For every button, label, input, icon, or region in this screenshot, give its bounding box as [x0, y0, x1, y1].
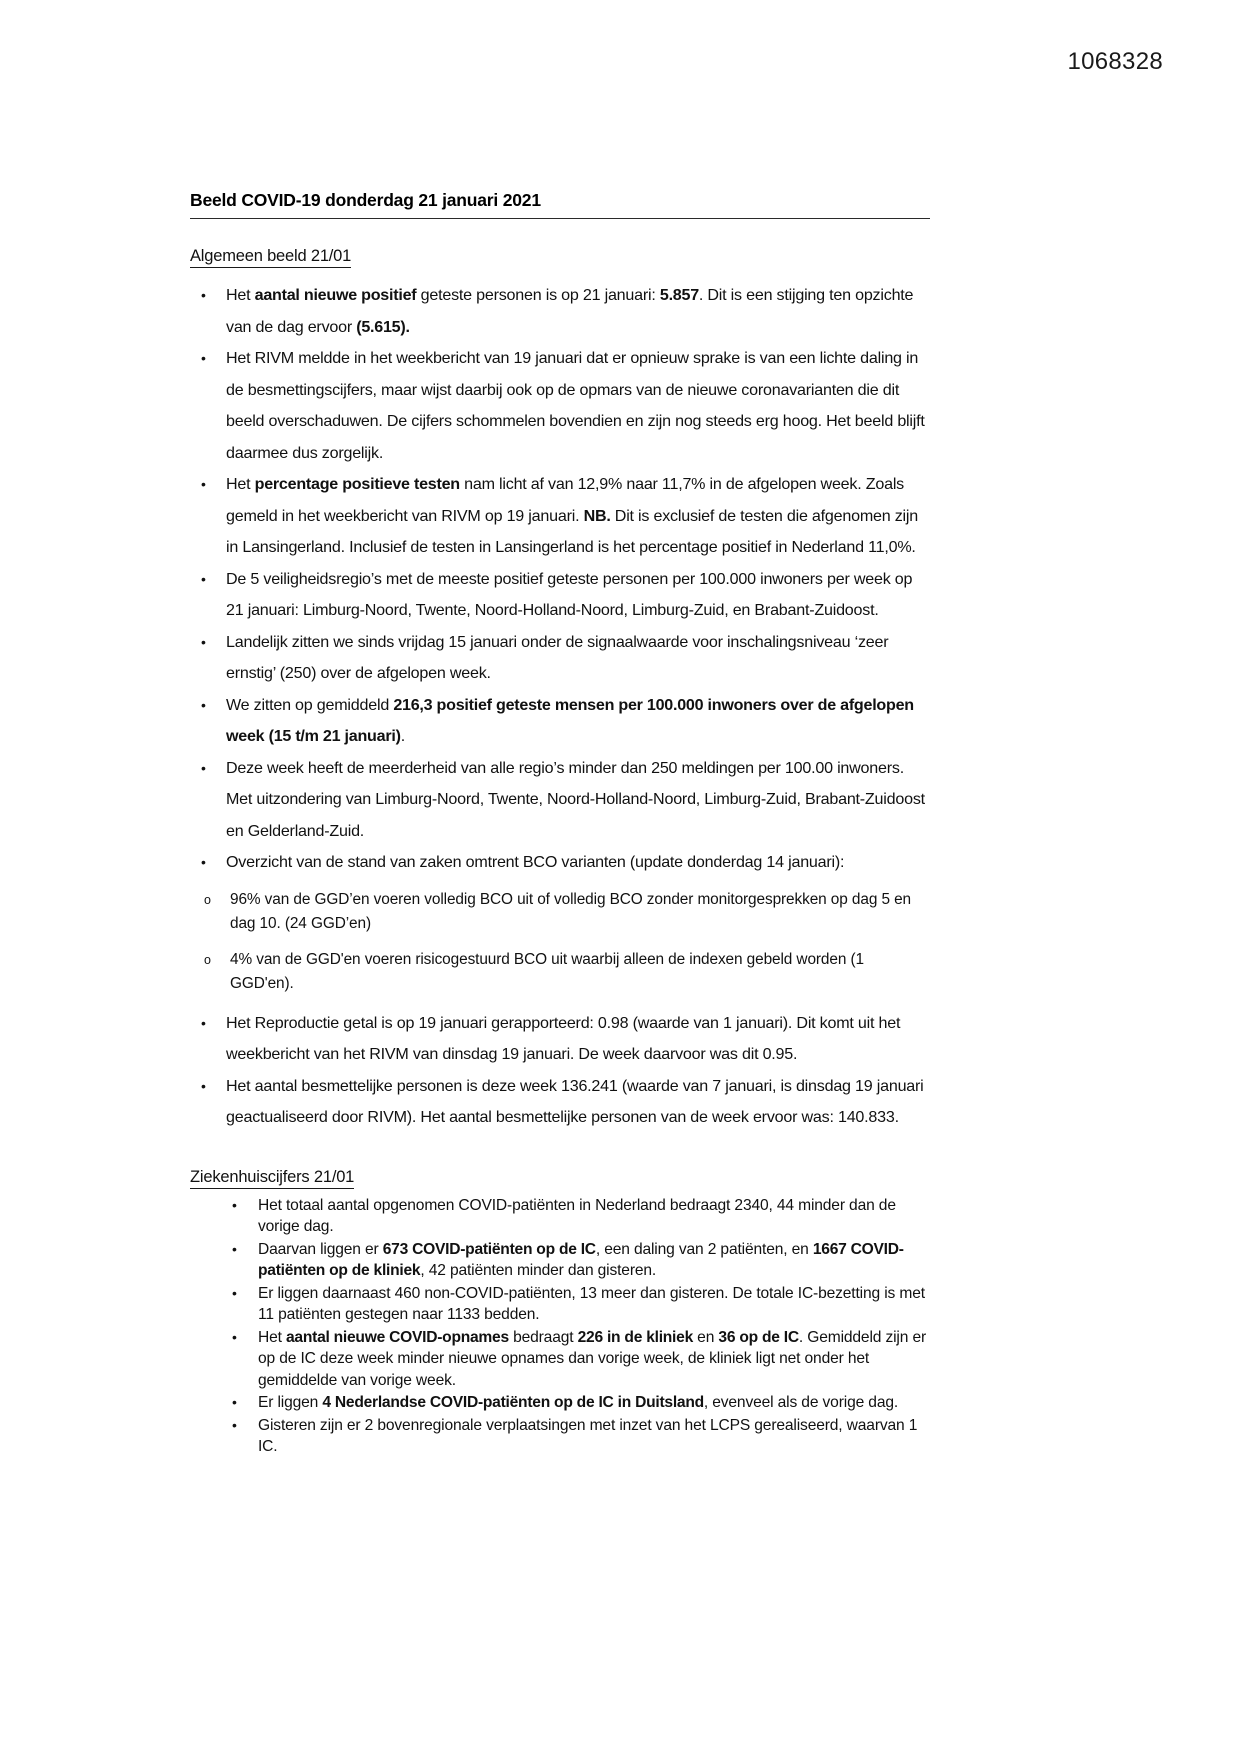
body-text: De 5 veiligheidsregio’s met de meeste positief geteste personen per 100.000 inwoners per week op 21 januari: Limburg-Noord, Twente, Noord-Holland-Noord, Limburg-Zuid, en Brabant-Zuidoost. — [226, 569, 913, 619]
body-text: Het — [226, 286, 255, 304]
section-heading-ziekenhuiscijfers: Ziekenhuiscijfers 21/01 — [190, 1168, 354, 1189]
sub-bullet-list — [190, 888, 930, 996]
emphasis-text: 673 COVID-patiënten op de IC — [382, 1240, 596, 1258]
list-item — [190, 564, 930, 627]
body-text: Het — [258, 1328, 286, 1346]
body-text: Er liggen — [258, 1394, 323, 1411]
body-text: Landelijk zitten we sinds vrijdag 15 januari onder de signaalwaarde voor inschalingsniveau ‘zeer ernstig’ (250) over de afgelopen week. — [226, 632, 889, 682]
title-divider — [190, 218, 930, 219]
emphasis-text: aantal nieuwe positief — [254, 286, 417, 304]
body-text: Het totaal aantal opgenomen COVID-patiënten in Nederland bedraagt 2340, 44 minder dan de vorige dag. — [258, 1196, 896, 1235]
list-item — [190, 1415, 930, 1458]
list-item — [190, 690, 930, 753]
body-text: , een daling van 2 patiënten, en — [595, 1240, 813, 1258]
body-text: Het RIVM meldde in het weekbericht van 19 januari dat er opnieuw sprake is van een lichte daling in de besmettingscijfers, maar wijst daarbij ook op de opmars van de nieuwe coronavarianten die dit beeld overschaduwen. De cijfers schommelen bovendien en zijn nog steeds erg hoog. Het beeld blijft daarmee dus zorgelijk. — [226, 349, 925, 462]
body-text: . Dit is een stijging ten opzichte van de dag ervoor — [226, 286, 914, 336]
emphasis-text: 36 op de IC — [718, 1328, 799, 1346]
list-item — [190, 1071, 930, 1134]
body-text: bedraagt — [508, 1328, 578, 1346]
algemeen-beeld-bullet-list — [190, 280, 930, 1134]
body-text: Overzicht van de stand van zaken omtrent BCO varianten (update donderdag 14 januari): — [226, 853, 845, 871]
list-item — [190, 1327, 930, 1392]
emphasis-text: NB. — [583, 506, 611, 525]
emphasis-text: 1667 COVID-patiënten op de kliniek — [258, 1240, 904, 1279]
list-item — [190, 753, 930, 848]
body-text: We zitten op gemiddeld — [226, 695, 394, 714]
body-text: Het Reproductie getal is op 19 januari gerapporteerd: 0.98 (waarde van 1 januari). Dit komt uit het weekbericht van het RIVM van dinsdag 19 januari. De week daarvoor was dit 0.95. — [226, 1013, 901, 1063]
body-text: . Gemiddeld zijn er op de IC deze week minder nieuwe opnames dan vorige week, de kliniek ligt net onder het gemiddelde van vorige week. — [258, 1328, 927, 1389]
body-text: . — [400, 727, 405, 745]
list-item — [190, 343, 930, 469]
list-item — [190, 1283, 930, 1326]
body-text: nam licht af van 12,9% naar 11,7% in de afgelopen week. Zoals gemeld in het weekbericht van RIVM op 19 januari. — [226, 475, 904, 525]
section-algemeen-beeld — [190, 247, 930, 1134]
body-text: , evenveel als de vorige dag. — [703, 1394, 899, 1411]
list-item — [190, 1008, 930, 1071]
emphasis-text: aantal nieuwe COVID-opnames — [286, 1328, 509, 1346]
list-item — [190, 847, 930, 879]
page-number: 1068328 — [1067, 48, 1163, 75]
sub-list-item: o 4% van de GGD'en voeren risicogestuurd BCO uit waarbij alleen de indexen gebeld worden (1 GGD'en). — [190, 948, 930, 996]
emphasis-text: percentage positieve testen — [254, 475, 460, 493]
list-item — [190, 280, 930, 343]
document-content — [190, 190, 930, 1459]
body-text: Gisteren zijn er 2 bovenregionale verplaatsingen met inzet van het LCPS gerealiseerd, waarvan 1 IC. — [258, 1416, 918, 1455]
body-text: Het — [226, 475, 255, 493]
section-ziekenhuiscijfers — [190, 1168, 930, 1458]
section-heading-algemeen-beeld: Algemeen beeld 21/01 — [190, 247, 351, 268]
document-title: Beeld COVID-19 donderdag 21 januari 2021 — [190, 190, 541, 210]
list-item — [190, 1239, 930, 1282]
body-text: Er liggen daarnaast 460 non-COVID-patiënten, 13 meer dan gisteren. De totale IC-bezetting is met 11 patiënten gestegen naar 1133 bedden. — [258, 1284, 925, 1323]
sub-list-item: o 96% van de GGD’en voeren volledig BCO uit of volledig BCO zonder monitorgesprekken op dag 5 en dag 10. (24 GGD’en) — [190, 888, 930, 936]
emphasis-text: 216,3 positief geteste mensen per 100.000 inwoners over de afgelopen week (15 t/m 21 januari) — [226, 695, 914, 745]
body-text: geteste personen is op 21 januari: — [416, 286, 660, 304]
body-text: Deze week heeft de meerderheid van alle regio’s minder dan 250 meldingen per 100.00 inwoners. Met uitzondering van Limburg-Noord, Twente, Noord-Holland-Noord, Limburg-Zuid, Brabant-Zuidoost en Gelderland-Zuid. — [226, 758, 925, 840]
sub-list-wrapper — [190, 888, 930, 996]
list-item — [190, 469, 930, 564]
body-text: Daarvan liggen er — [258, 1240, 383, 1258]
ziekenhuiscijfers-bullet-list — [190, 1195, 930, 1458]
list-item — [190, 627, 930, 690]
body-text: Dit is exclusief de testen die afgenomen zijn in Lansingerland. Inclusief de testen in Lansingerland is het percentage positief in Nederland 11,0%. — [226, 506, 919, 556]
emphasis-text: 5.857 — [659, 286, 699, 304]
emphasis-text: 4 Nederlandse COVID-patiënten op de IC in Duitsland — [322, 1394, 704, 1411]
list-item — [190, 1392, 930, 1414]
emphasis-text: 226 in de kliniek — [577, 1328, 693, 1346]
list-item — [190, 1195, 930, 1238]
body-text: , 42 patiënten minder dan gisteren. — [420, 1262, 657, 1279]
body-text: en — [693, 1328, 719, 1346]
body-text: Het aantal besmettelijke personen is deze week 136.241 (waarde van 7 januari, is dinsdag 19 januari geactualiseerd door RIVM). Het aantal besmettelijke personen van de week ervoor was: 140.833. — [226, 1076, 924, 1126]
emphasis-text: (5.615). — [356, 317, 410, 336]
